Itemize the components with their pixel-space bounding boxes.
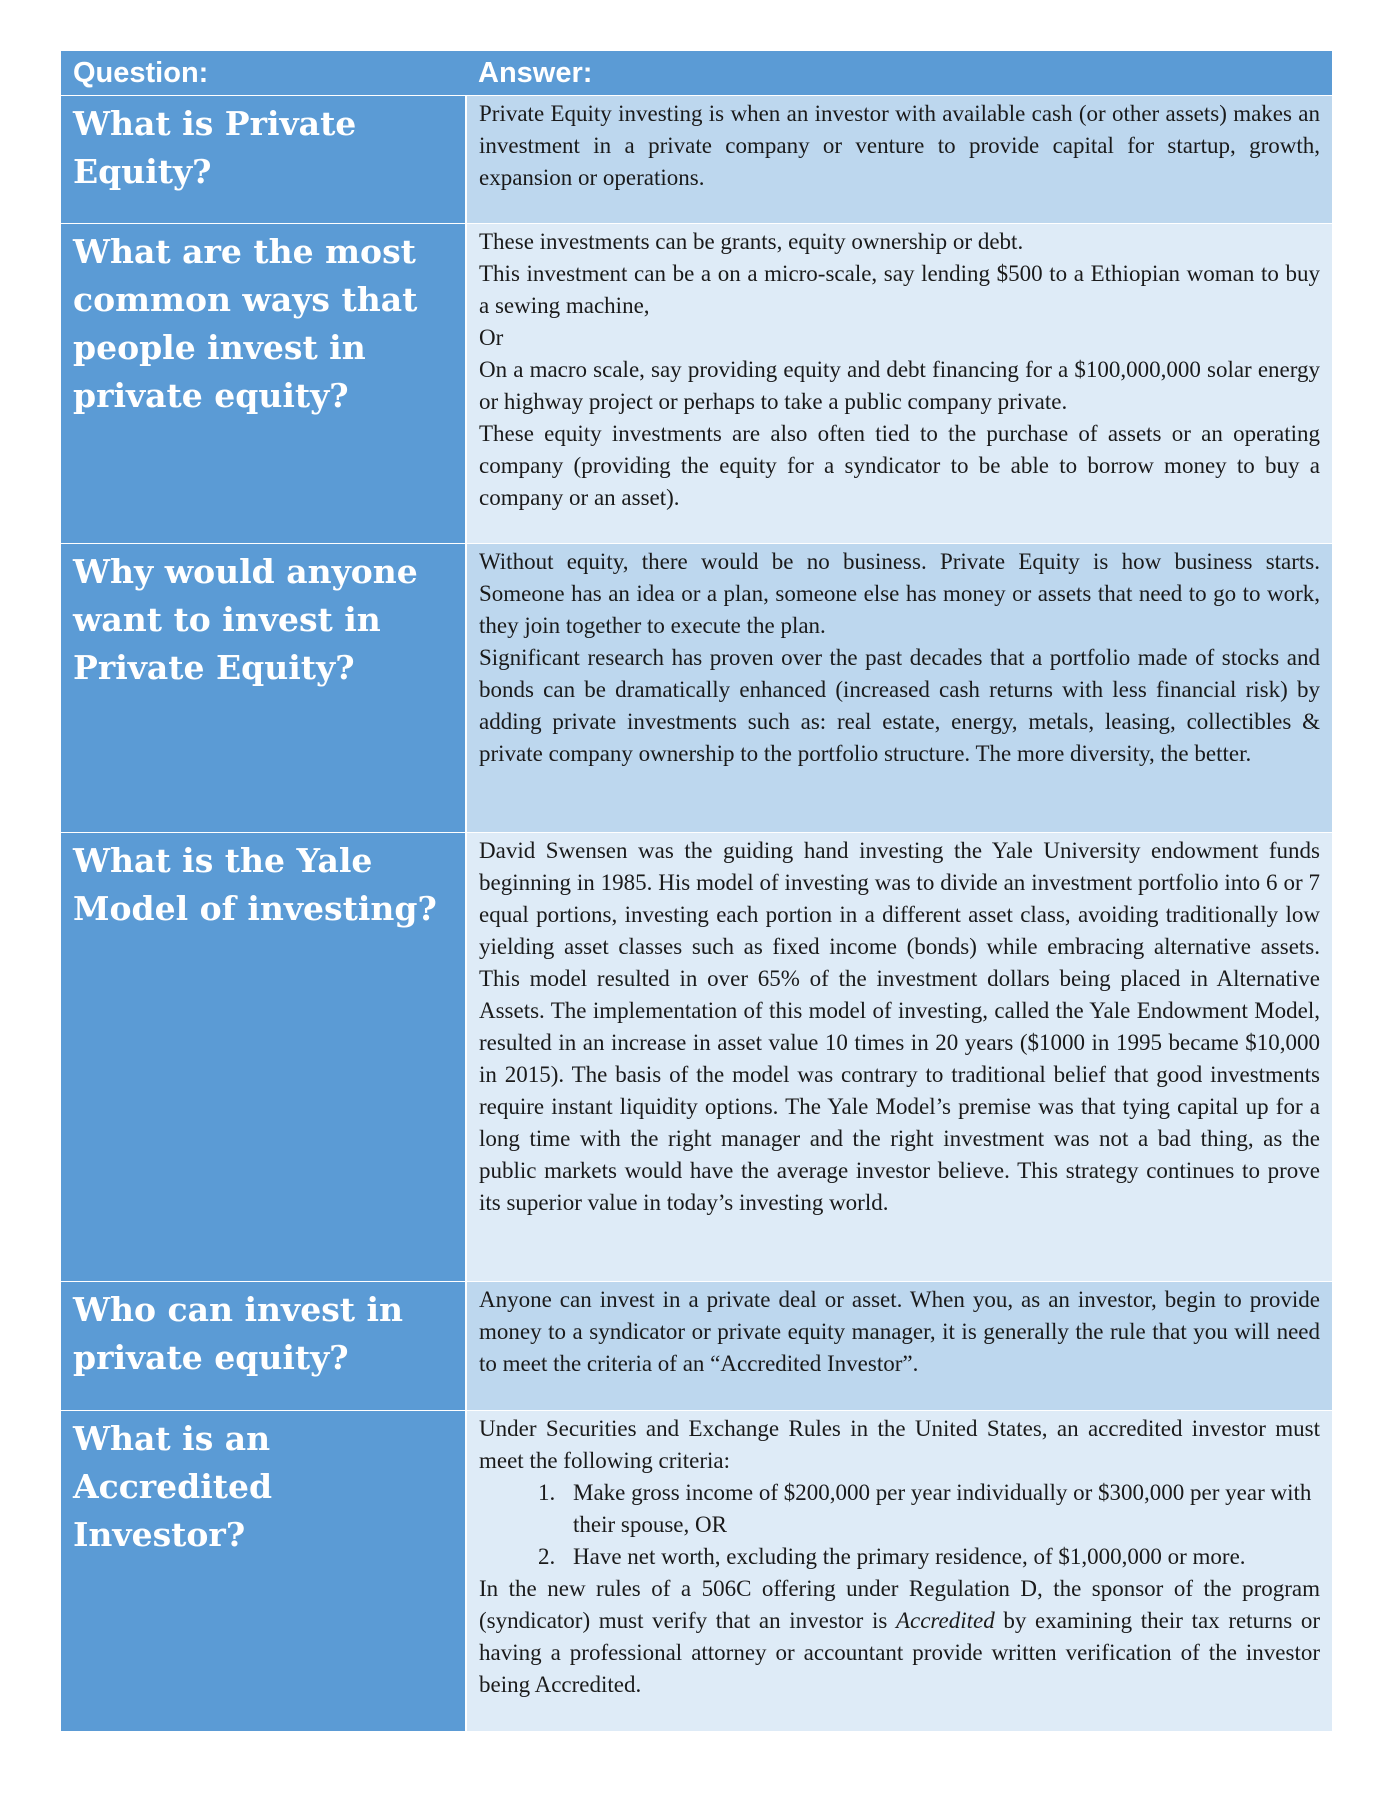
answer-cell [466, 544, 1332, 833]
faq-row-who-can-invest [61, 1282, 1332, 1411]
faq-row-common-ways [61, 224, 1332, 544]
question-cell: What is an Accredited Investor? [61, 1411, 466, 1732]
header-row [61, 51, 1332, 96]
answer-paragraph: Anyone can invest in a private deal or asset. When you, as an investor, begin to provide money to a syndicator or private equity manager, it is generally the rule that you will need to meet the criteria of an “Accredited Investor”. [479, 1287, 1320, 1376]
faq-table [61, 51, 1332, 1732]
answer-paragraph: On a macro scale, say providing equity and debt financing for a $100,000,000 solar energy or highway project or perhaps to take a public company private. [479, 357, 1320, 414]
answer-cell [466, 96, 1332, 224]
answer-cell [466, 224, 1332, 544]
answer-cell [466, 833, 1332, 1282]
accredited-emphasis: Accredited [895, 1608, 995, 1633]
answer-paragraph: These equity investments are also often tied to the purchase of assets or an operating company (providing the equity for a syndicator to be able to borrow money to buy a company or an asset). [479, 421, 1320, 510]
question-cell: What is the Yale Model of investing? [61, 833, 466, 1282]
answer-cell [466, 1411, 1332, 1732]
faq-row-why-invest [61, 544, 1332, 833]
answer-paragraph: David Swensen was the guiding hand investing the Yale University endowment funds beginning in 1985. His model of investing was to divide an investment portfolio into 6 or 7 equal portions, investing each portion in a different asset class, avoiding traditionally low yielding asset classes such as fixed income (bonds) while embracing alternative assets. This model resulted in over 65% of the investment dollars being placed in Alternative Assets. The implementation of this model of investing, called the Yale Endowment Model, resulted in an increase in asset value 10 times in 20 years ($1000 in 1995 became $10,000 in 2015). The basis of the model was contrary to traditional belief that good investments require instant liquidity options. The Yale Model’s premise was that tying capital up for a long time with the right manager and the right investment was not a bad thing, as the public markets would have the average investor believe. This strategy continues to prove its superior value in today’s investing world. [479, 838, 1320, 1215]
answer-paragraph: These investments can be grants, equity ownership or debt. [479, 229, 1024, 254]
question-cell: Why would anyone want to invest in Private Equity? [61, 544, 466, 833]
faq-row-private-equity [61, 96, 1332, 224]
question-column-header: Question: [61, 51, 466, 96]
answer-paragraph: Or [479, 325, 504, 350]
answer-paragraph: Under Securities and Exchange Rules in the United States, an accredited investor must meet the following criteria: [479, 1416, 1320, 1473]
question-cell: What is Private Equity? [61, 96, 466, 224]
criteria-list [479, 1477, 1320, 1573]
faq-row-yale-model [61, 833, 1332, 1282]
question-cell: What are the most common ways that people invest in private equity? [61, 224, 466, 544]
answer-paragraph: Private Equity investing is when an investor with available cash (or other assets) makes an investment in a private company or venture to provide capital for startup, growth, expansion or operations. [479, 101, 1320, 190]
answer-paragraph: Significant research has proven over the past decades that a portfolio made of stocks and bonds can be dramatically enhanced (increased cash returns with less financial risk) by adding private investments such as: real estate, energy, metals, leasing, collectibles & private company ownership to the portfolio structure. The more diversity, the better. [479, 645, 1320, 766]
closing-text: by examining their tax returns or having a professional attorney or accountant provide written verification of the investor being Accredited. [479, 1608, 1320, 1697]
faq-row-accredited-investor [61, 1411, 1332, 1732]
answer-paragraph: Without equity, there would be no business. Private Equity is how business starts. Someone has an idea or a plan, someone else has money or assets that need to go to work, they join together to execute the plan. [479, 549, 1320, 638]
answer-paragraph: This investment can be a on a micro-scale, say lending $500 to a Ethiopian woman to buy a sewing machine, [479, 261, 1320, 318]
criteria-item: 2. Have net worth, excluding the primary residence, of $1,000,000 or more. [561, 1541, 1320, 1573]
criteria-item: 1. Make gross income of $200,000 per year individually or $300,000 per year with their spouse, OR [561, 1477, 1320, 1541]
answer-cell [466, 1282, 1332, 1411]
answer-column-header: Answer: [466, 51, 1332, 96]
answer-paragraph [479, 1573, 1320, 1701]
question-cell: Who can invest in private equity? [61, 1282, 466, 1411]
closing-text: In the new rules of a 506C offering under Regulation D, the sponsor of the program (syndicator) must verify that an investor is [479, 1576, 1320, 1633]
